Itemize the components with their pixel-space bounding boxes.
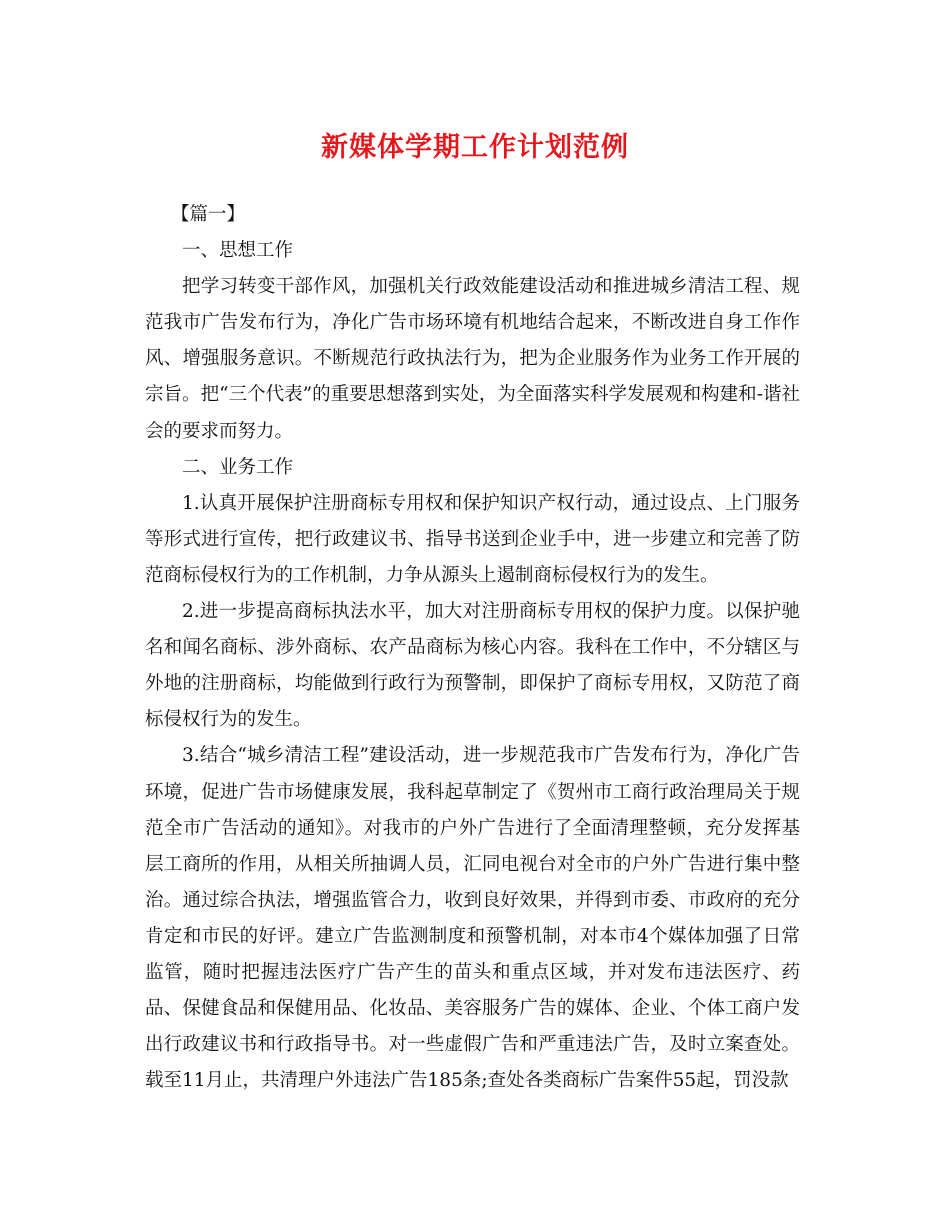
section-marker: 【篇一】 bbox=[171, 204, 246, 225]
document-body bbox=[145, 197, 800, 1099]
section-heading-business: 二、业务工作 bbox=[182, 456, 294, 478]
section-heading-thought: 一、思想工作 bbox=[182, 240, 294, 262]
document-title: 新媒体学期工作计划范例 bbox=[321, 132, 629, 163]
paragraph-item-3: 3.结合“城乡清洁工程”建设活动，进一步规范我市广告发布行为，净化广告环境，促进广告市场健康发展，我科起草制定了《贺州市工商行政治理局关于规范全市广告活动的通知》。对我市的户外广告进行了全面清理整顿，充分发挥基层工商所的作用，从相关所抽调人员，汇同电视台对全市的户外广告进行集中整治。通过综合执法，增强监管合力，收到良好效果，并得到市委、市政府的充分肯定和市民的好评。建立广告监测制度和预警机制，对本市4个媒体加强了日常监管，随时把握违法医疗广告产生的苗头和重点区域，并对发布违法医疗、药品、保健食品和保健用品、化妆品、美容服务广告的媒体、企业、个体工商户发出行政建议书和行政指导书。对一些虚假广告和严重违法广告，及时立案查处。载至11月止，共清理户外违法广告185条;查处各类商标广告案件55起，罚没款 bbox=[145, 745, 800, 1092]
paragraph-item-2: 2.进一步提高商标执法水平，加大对注册商标专用权的保护力度。以保护驰名和闻名商标、涉外商标、农产品商标为核心内容。我科在工作中，不分辖区与外地的注册商标，均能做到行政行为预警制，即保护了商标专用权，又防范了商标侵权行为的发生。 bbox=[145, 601, 800, 731]
paragraph-thought-work: 把学习转变干部作风，加强机关行政效能建设活动和推进城乡清洁工程、规范我市广告发布行为，净化广告市场环境有机地结合起来，不断改进自身工作作风、增强服务意识。不断规范行政执法行为，把为企业服务作为业务工作开展的宗旨。把“三个代表”的重要思想落到实处，为全面落实科学发展观和构建和-谐社会的要求而努力。 bbox=[145, 276, 800, 442]
paragraph-item-1: 1.认真开展保护注册商标专用权和保护知识产权行动，通过设点、上门服务等形式进行宣传，把行政建议书、指导书送到企业手中，进一步建立和完善了防范商标侵权行为的工作机制，力争从源头上遏制商标侵权行为的发生。 bbox=[145, 492, 800, 586]
